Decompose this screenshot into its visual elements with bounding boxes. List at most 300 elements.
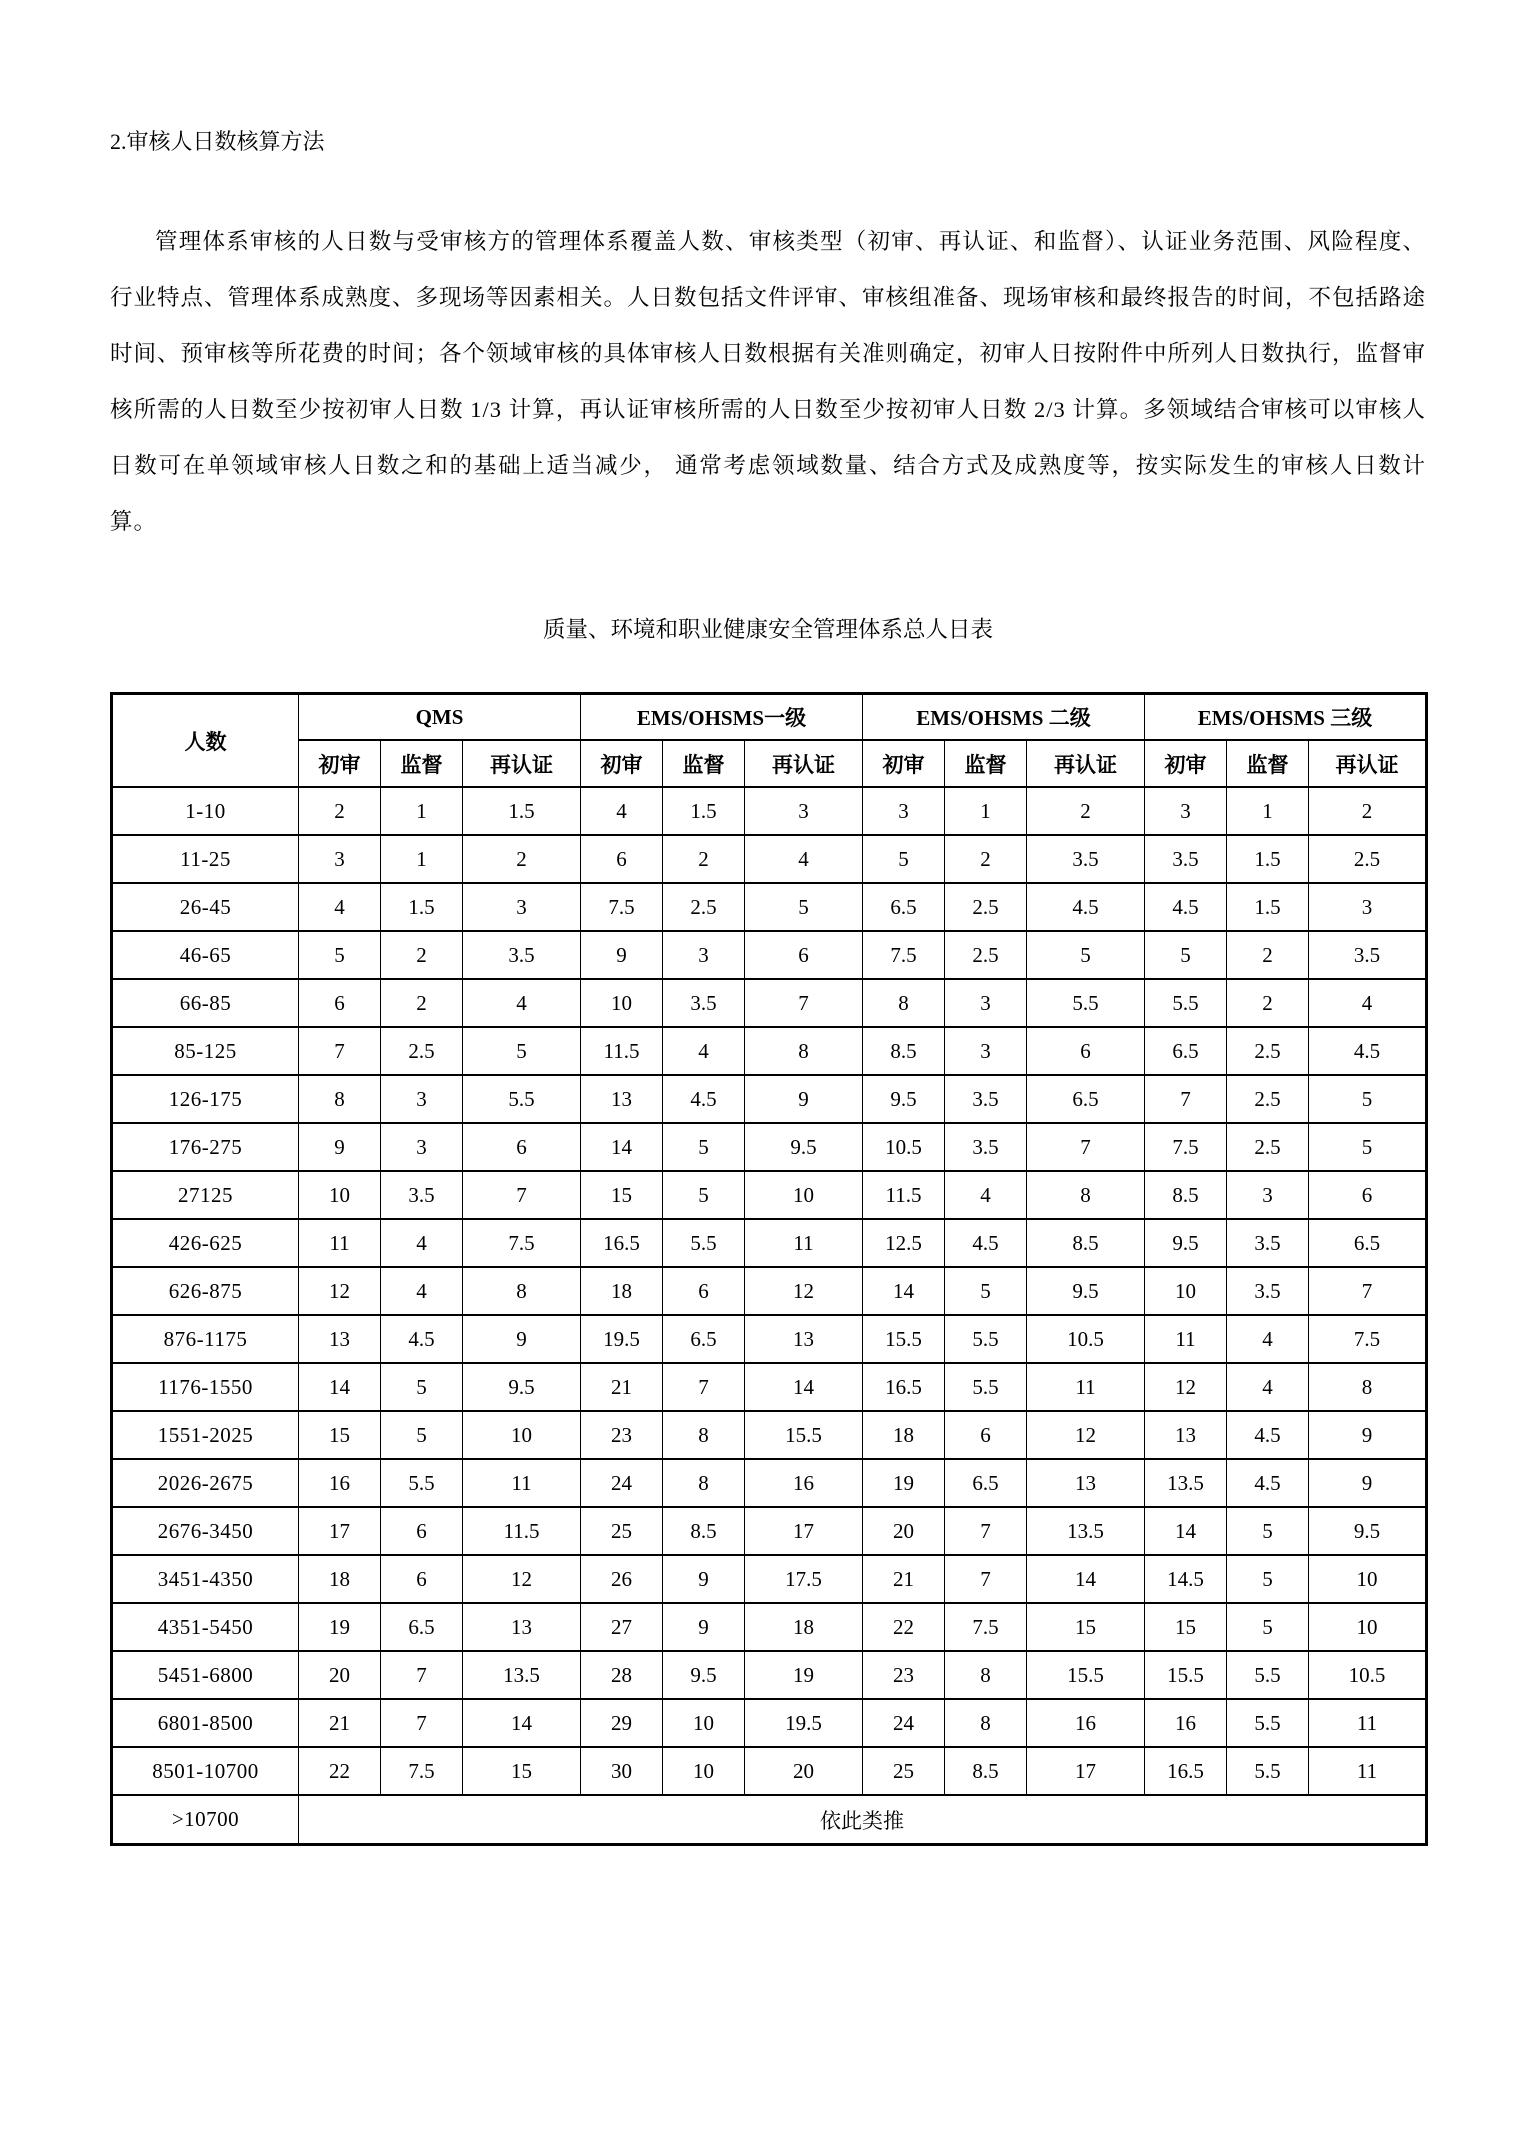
- manday-value-cell: 12: [463, 1555, 581, 1603]
- people-range-cell: 46-65: [112, 931, 299, 979]
- manday-value-cell: 3.5: [381, 1171, 463, 1219]
- people-range-cell: 1176-1550: [112, 1363, 299, 1411]
- manday-value-cell: 25: [863, 1747, 945, 1795]
- manday-value-cell: 5: [381, 1411, 463, 1459]
- manday-value-cell: 6.5: [1027, 1075, 1145, 1123]
- manday-value-cell: 9: [463, 1315, 581, 1363]
- manday-value-cell: 30: [581, 1747, 663, 1795]
- manday-value-cell: 8: [663, 1459, 745, 1507]
- manday-value-cell: 4: [581, 787, 663, 835]
- manday-value-cell: 9: [581, 931, 663, 979]
- manday-value-cell: 7.5: [945, 1603, 1027, 1651]
- manday-value-cell: 3.5: [1227, 1267, 1309, 1315]
- table-row: [112, 1363, 1427, 1411]
- manday-value-cell: 2.5: [381, 1027, 463, 1075]
- manday-value-cell: 19: [299, 1603, 381, 1651]
- manday-value-cell: 9.5: [745, 1123, 863, 1171]
- manday-value-cell: 11: [1145, 1315, 1227, 1363]
- manday-value-cell: 13: [581, 1075, 663, 1123]
- section-title: 2.审核人日数核算方法: [110, 129, 325, 154]
- manday-value-cell: 18: [745, 1603, 863, 1651]
- people-range-cell: 66-85: [112, 979, 299, 1027]
- manday-value-cell: 2.5: [1227, 1123, 1309, 1171]
- table-row: [112, 1027, 1427, 1075]
- people-range-cell: 5451-6800: [112, 1651, 299, 1699]
- manday-value-cell: 5: [1227, 1555, 1309, 1603]
- manday-value-cell: 15.5: [1145, 1651, 1227, 1699]
- manday-value-cell: 5: [463, 1027, 581, 1075]
- manday-value-cell: 14: [1145, 1507, 1227, 1555]
- manday-value-cell: 5.5: [381, 1459, 463, 1507]
- manday-value-cell: 10.5: [1309, 1651, 1427, 1699]
- manday-value-cell: 6: [581, 835, 663, 883]
- manday-value-cell: 18: [299, 1555, 381, 1603]
- manday-value-cell: 13: [463, 1603, 581, 1651]
- manday-value-cell: 17: [1027, 1747, 1145, 1795]
- manday-value-cell: 19.5: [745, 1699, 863, 1747]
- manday-value-cell: 7: [463, 1171, 581, 1219]
- manday-value-cell: 9: [663, 1555, 745, 1603]
- manday-value-cell: 11: [745, 1219, 863, 1267]
- manday-value-cell: 14: [1027, 1555, 1145, 1603]
- manday-value-cell: 15.5: [745, 1411, 863, 1459]
- people-range-cell: 1-10: [112, 787, 299, 835]
- manday-value-cell: 2.5: [945, 931, 1027, 979]
- people-count-header: 人数: [112, 694, 299, 788]
- manday-value-cell: 3: [381, 1075, 463, 1123]
- manday-value-cell: 3: [1227, 1171, 1309, 1219]
- manday-value-cell: 9.5: [1145, 1219, 1227, 1267]
- manday-value-cell: 4.5: [1309, 1027, 1427, 1075]
- manday-value-cell: 9: [1309, 1411, 1427, 1459]
- manday-value-cell: 3: [299, 835, 381, 883]
- manday-value-cell: 11: [1027, 1363, 1145, 1411]
- manday-value-cell: 22: [863, 1603, 945, 1651]
- manday-value-cell: 13.5: [1027, 1507, 1145, 1555]
- manday-value-cell: 28: [581, 1651, 663, 1699]
- manday-value-cell: 6: [463, 1123, 581, 1171]
- manday-value-cell: 10: [299, 1171, 381, 1219]
- manday-value-cell: 7.5: [1145, 1123, 1227, 1171]
- manday-value-cell: 4: [463, 979, 581, 1027]
- manday-value-cell: 3: [745, 787, 863, 835]
- manday-value-cell: 13: [1145, 1411, 1227, 1459]
- body-paragraph: 管理体系审核的人日数与受审核方的管理体系覆盖人数、审核类型（初审、再认证、和监督）、认证业务范围、风险程度、行业特点、管理体系成熟度、多现场等因素相关。人日数包括文件评审、审核组准备、现场审核和最终报告的时间，不包括路途时间、预审核等所花费的时间；各个领域审核的具体审核人日数根据有关准则确定，初审人日按附件中所列人日数执行，监督审核所需的人日数至少按初审人日数 1/3 计算，再认证审核所需的人日数至少按初审人日数 2/3 计算。多领域结合审核可以审核人日数可在单领域审核人日数之和的基础上适当减少， 通常考虑领域数量、结合方式及成熟度等，按实际发生的审核人日数计算。: [110, 229, 1427, 534]
- manday-value-cell: 3: [1309, 883, 1427, 931]
- manday-value-cell: 9: [663, 1603, 745, 1651]
- manday-value-cell: 3.5: [1027, 835, 1145, 883]
- manday-value-cell: 9: [299, 1123, 381, 1171]
- manday-value-cell: 14: [863, 1267, 945, 1315]
- manday-value-cell: 7: [1027, 1123, 1145, 1171]
- manday-value-cell: 3: [463, 883, 581, 931]
- manday-value-cell: 1.5: [1227, 835, 1309, 883]
- manday-value-cell: 17: [299, 1507, 381, 1555]
- manday-value-cell: 3: [945, 1027, 1027, 1075]
- manday-value-cell: 6: [745, 931, 863, 979]
- manday-value-cell: 7.5: [581, 883, 663, 931]
- manday-value-cell: 11: [299, 1219, 381, 1267]
- manday-value-cell: 4.5: [381, 1315, 463, 1363]
- manday-value-cell: 11.5: [863, 1171, 945, 1219]
- manday-value-cell: 7: [299, 1027, 381, 1075]
- table-row: [112, 1747, 1427, 1795]
- manday-value-cell: 2.5: [1227, 1075, 1309, 1123]
- manday-value-cell: 23: [581, 1411, 663, 1459]
- manday-value-cell: 12: [1145, 1363, 1227, 1411]
- manday-value-cell: 22: [299, 1747, 381, 1795]
- manday-value-cell: 5.5: [1227, 1747, 1309, 1795]
- manday-value-cell: 10: [663, 1699, 745, 1747]
- manday-value-cell: 18: [863, 1411, 945, 1459]
- manday-value-cell: 8: [463, 1267, 581, 1315]
- manday-value-cell: 20: [745, 1747, 863, 1795]
- manday-value-cell: 13.5: [1145, 1459, 1227, 1507]
- people-range-cell: 2026-2675: [112, 1459, 299, 1507]
- manday-value-cell: 7: [1309, 1267, 1427, 1315]
- manday-value-cell: 9: [745, 1075, 863, 1123]
- table-row: [112, 1123, 1427, 1171]
- people-range-cell: 126-175: [112, 1075, 299, 1123]
- manday-value-cell: 9.5: [1027, 1267, 1145, 1315]
- manday-value-cell: 4: [945, 1171, 1027, 1219]
- manday-value-cell: 9: [1309, 1459, 1427, 1507]
- manday-value-cell: 19: [745, 1651, 863, 1699]
- subheader-cell: 初审: [1145, 740, 1227, 787]
- manday-value-cell: 6: [381, 1555, 463, 1603]
- manday-value-cell: 17: [745, 1507, 863, 1555]
- manday-value-cell: 3: [381, 1123, 463, 1171]
- manday-value-cell: 26: [581, 1555, 663, 1603]
- manday-value-cell: 6.5: [663, 1315, 745, 1363]
- manday-value-cell: 16: [745, 1459, 863, 1507]
- manday-value-cell: 29: [581, 1699, 663, 1747]
- manday-value-cell: 2: [1309, 787, 1427, 835]
- manday-value-cell: 8.5: [663, 1507, 745, 1555]
- subheader-cell: 再认证: [1309, 740, 1427, 787]
- manday-value-cell: 19.5: [581, 1315, 663, 1363]
- manday-value-cell: 4.5: [945, 1219, 1027, 1267]
- manday-value-cell: 6: [299, 979, 381, 1027]
- manday-value-cell: 5: [745, 883, 863, 931]
- manday-value-cell: 8: [1309, 1363, 1427, 1411]
- manday-value-cell: 3.5: [463, 931, 581, 979]
- manday-value-cell: 5: [1145, 931, 1227, 979]
- manday-value-cell: 9.5: [1309, 1507, 1427, 1555]
- manday-value-cell: 11.5: [581, 1027, 663, 1075]
- manday-value-cell: 5.5: [1027, 979, 1145, 1027]
- manday-value-cell: 15: [1145, 1603, 1227, 1651]
- table-row: [112, 1555, 1427, 1603]
- manday-value-cell: 5: [663, 1171, 745, 1219]
- people-range-cell: 3451-4350: [112, 1555, 299, 1603]
- manday-value-cell: 3.5: [1309, 931, 1427, 979]
- manday-value-cell: 5: [1309, 1075, 1427, 1123]
- manday-value-cell: 1: [381, 835, 463, 883]
- manday-value-cell: 2.5: [945, 883, 1027, 931]
- manday-value-cell: 6: [1027, 1027, 1145, 1075]
- manday-value-cell: 13: [299, 1315, 381, 1363]
- manday-value-cell: 5: [663, 1123, 745, 1171]
- manday-value-cell: 10: [745, 1171, 863, 1219]
- manday-value-cell: 18: [581, 1267, 663, 1315]
- manday-value-cell: 6: [381, 1507, 463, 1555]
- manday-value-cell: 15.5: [863, 1315, 945, 1363]
- manday-value-cell: 24: [581, 1459, 663, 1507]
- manday-value-cell: 1.5: [1227, 883, 1309, 931]
- manday-value-cell: 2: [299, 787, 381, 835]
- manday-value-cell: 4: [299, 883, 381, 931]
- manday-value-cell: 1.5: [463, 787, 581, 835]
- manday-value-cell: 8: [745, 1027, 863, 1075]
- manday-value-cell: 21: [863, 1555, 945, 1603]
- people-range-cell: 8501-10700: [112, 1747, 299, 1795]
- manday-value-cell: 15: [463, 1747, 581, 1795]
- manday-value-cell: 6.5: [863, 883, 945, 931]
- mandays-table: [110, 692, 1428, 1846]
- table-footer-row: [112, 1795, 1427, 1845]
- table-row: [112, 1699, 1427, 1747]
- group-header-qms: QMS: [299, 694, 581, 741]
- subheader-cell: 再认证: [745, 740, 863, 787]
- manday-value-cell: 21: [581, 1363, 663, 1411]
- manday-value-cell: 3.5: [1227, 1219, 1309, 1267]
- subheader-cell: 再认证: [1027, 740, 1145, 787]
- manday-value-cell: 3: [663, 931, 745, 979]
- subheader-cell: 监督: [1227, 740, 1309, 787]
- people-range-cell: 2676-3450: [112, 1507, 299, 1555]
- manday-value-cell: 8: [863, 979, 945, 1027]
- manday-value-cell: 5.5: [1145, 979, 1227, 1027]
- manday-value-cell: 4: [381, 1267, 463, 1315]
- manday-value-cell: 9.5: [863, 1075, 945, 1123]
- people-range-cell: 27125: [112, 1171, 299, 1219]
- manday-value-cell: 19: [863, 1459, 945, 1507]
- manday-value-cell: 7: [663, 1363, 745, 1411]
- manday-value-cell: 3.5: [945, 1075, 1027, 1123]
- manday-value-cell: 8.5: [1027, 1219, 1145, 1267]
- manday-value-cell: 16: [1027, 1699, 1145, 1747]
- manday-value-cell: 4: [381, 1219, 463, 1267]
- manday-value-cell: 11: [1309, 1747, 1427, 1795]
- group-header-ems-ohsms-1: EMS/OHSMS一级: [581, 694, 863, 741]
- manday-value-cell: 13: [1027, 1459, 1145, 1507]
- people-range-cell: 176-275: [112, 1123, 299, 1171]
- manday-value-cell: 6.5: [381, 1603, 463, 1651]
- manday-value-cell: 9.5: [663, 1651, 745, 1699]
- manday-value-cell: 1: [945, 787, 1027, 835]
- subheader-cell: 监督: [663, 740, 745, 787]
- group-header-ems-ohsms-2: EMS/OHSMS 二级: [863, 694, 1145, 741]
- manday-value-cell: 21: [299, 1699, 381, 1747]
- manday-value-cell: 2: [1027, 787, 1145, 835]
- manday-value-cell: 4.5: [1227, 1411, 1309, 1459]
- manday-value-cell: 8: [945, 1651, 1027, 1699]
- manday-value-cell: 3: [1145, 787, 1227, 835]
- manday-value-cell: 5: [1227, 1507, 1309, 1555]
- manday-value-cell: 7.5: [381, 1747, 463, 1795]
- subheader-cell: 监督: [945, 740, 1027, 787]
- manday-value-cell: 7.5: [863, 931, 945, 979]
- manday-value-cell: 10: [1309, 1555, 1427, 1603]
- manday-value-cell: 1: [381, 787, 463, 835]
- manday-value-cell: 9.5: [463, 1363, 581, 1411]
- manday-value-cell: 11: [463, 1459, 581, 1507]
- manday-value-cell: 4: [1309, 979, 1427, 1027]
- manday-value-cell: 3.5: [663, 979, 745, 1027]
- manday-value-cell: 7: [1145, 1075, 1227, 1123]
- people-range-cell: 11-25: [112, 835, 299, 883]
- manday-value-cell: 5: [1027, 931, 1145, 979]
- manday-value-cell: 20: [299, 1651, 381, 1699]
- manday-value-cell: 8: [945, 1699, 1027, 1747]
- manday-value-cell: 4.5: [1227, 1459, 1309, 1507]
- manday-value-cell: 5.5: [945, 1315, 1027, 1363]
- manday-value-cell: 5: [299, 931, 381, 979]
- manday-value-cell: 8.5: [945, 1747, 1027, 1795]
- table-row: [112, 883, 1427, 931]
- manday-value-cell: 5: [1227, 1603, 1309, 1651]
- manday-value-cell: 13.5: [463, 1651, 581, 1699]
- manday-value-cell: 7.5: [1309, 1315, 1427, 1363]
- subheader-cell: 初审: [863, 740, 945, 787]
- manday-value-cell: 24: [863, 1699, 945, 1747]
- manday-value-cell: 3.5: [1145, 835, 1227, 883]
- manday-value-cell: 7: [381, 1651, 463, 1699]
- people-range-cell: 6801-8500: [112, 1699, 299, 1747]
- people-range-cell: 26-45: [112, 883, 299, 931]
- manday-value-cell: 4: [1227, 1315, 1309, 1363]
- manday-value-cell: 8: [1027, 1171, 1145, 1219]
- manday-value-cell: 14.5: [1145, 1555, 1227, 1603]
- manday-value-cell: 27: [581, 1603, 663, 1651]
- table-row: [112, 1219, 1427, 1267]
- manday-value-cell: 11.5: [463, 1507, 581, 1555]
- manday-value-cell: 16: [1145, 1699, 1227, 1747]
- manday-value-cell: 7: [945, 1555, 1027, 1603]
- manday-value-cell: 7: [381, 1699, 463, 1747]
- manday-value-cell: 13: [745, 1315, 863, 1363]
- manday-value-cell: 16.5: [863, 1363, 945, 1411]
- people-range-cell: 426-625: [112, 1219, 299, 1267]
- manday-value-cell: 5: [863, 835, 945, 883]
- manday-value-cell: 6: [1309, 1171, 1427, 1219]
- footer-note-cell: 依此类推: [299, 1795, 1427, 1845]
- manday-value-cell: 15.5: [1027, 1651, 1145, 1699]
- table-row: [112, 787, 1427, 835]
- manday-value-cell: 23: [863, 1651, 945, 1699]
- people-range-cell: 1551-2025: [112, 1411, 299, 1459]
- manday-value-cell: 8.5: [863, 1027, 945, 1075]
- manday-value-cell: 5: [945, 1267, 1027, 1315]
- table-row: [112, 1075, 1427, 1123]
- table-row: [112, 931, 1427, 979]
- manday-value-cell: 14: [745, 1363, 863, 1411]
- manday-value-cell: 10: [1309, 1603, 1427, 1651]
- subheader-cell: 初审: [299, 740, 381, 787]
- subheader-cell: 初审: [581, 740, 663, 787]
- manday-value-cell: 2: [1227, 931, 1309, 979]
- table-row: [112, 979, 1427, 1027]
- manday-value-cell: 5.5: [463, 1075, 581, 1123]
- manday-value-cell: 4.5: [1027, 883, 1145, 931]
- manday-value-cell: 10: [1145, 1267, 1227, 1315]
- manday-value-cell: 6: [945, 1411, 1027, 1459]
- manday-value-cell: 2.5: [663, 883, 745, 931]
- manday-value-cell: 6.5: [1145, 1027, 1227, 1075]
- manday-value-cell: 4.5: [663, 1075, 745, 1123]
- table-row: [112, 1171, 1427, 1219]
- manday-value-cell: 10: [663, 1747, 745, 1795]
- manday-value-cell: 5.5: [1227, 1651, 1309, 1699]
- manday-value-cell: 2: [945, 835, 1027, 883]
- manday-value-cell: 16.5: [581, 1219, 663, 1267]
- manday-value-cell: 7.5: [463, 1219, 581, 1267]
- manday-value-cell: 15: [299, 1411, 381, 1459]
- table-row: [112, 1267, 1427, 1315]
- people-range-cell: 85-125: [112, 1027, 299, 1075]
- manday-value-cell: 5.5: [1227, 1699, 1309, 1747]
- manday-value-cell: 2: [663, 835, 745, 883]
- manday-value-cell: 1: [1227, 787, 1309, 835]
- manday-value-cell: 15: [1027, 1603, 1145, 1651]
- manday-value-cell: 1.5: [663, 787, 745, 835]
- manday-value-cell: 16.5: [1145, 1747, 1227, 1795]
- table-row: [112, 1651, 1427, 1699]
- manday-value-cell: 12: [1027, 1411, 1145, 1459]
- manday-value-cell: 14: [463, 1699, 581, 1747]
- manday-value-cell: 2: [381, 931, 463, 979]
- manday-value-cell: 20: [863, 1507, 945, 1555]
- manday-value-cell: 10.5: [1027, 1315, 1145, 1363]
- manday-value-cell: 16: [299, 1459, 381, 1507]
- table-group-header-row: [112, 694, 1427, 741]
- table-row: [112, 1315, 1427, 1363]
- manday-value-cell: 5: [381, 1363, 463, 1411]
- footer-range-cell: >10700: [112, 1795, 299, 1845]
- people-range-cell: 876-1175: [112, 1315, 299, 1363]
- manday-value-cell: 2.5: [1227, 1027, 1309, 1075]
- table-row: [112, 835, 1427, 883]
- table-row: [112, 1459, 1427, 1507]
- manday-value-cell: 6.5: [945, 1459, 1027, 1507]
- manday-value-cell: 8: [663, 1411, 745, 1459]
- manday-value-cell: 3: [863, 787, 945, 835]
- table-row: [112, 1603, 1427, 1651]
- table-row: [112, 1507, 1427, 1555]
- manday-value-cell: 15: [581, 1171, 663, 1219]
- manday-value-cell: 2: [1227, 979, 1309, 1027]
- manday-value-cell: 12.5: [863, 1219, 945, 1267]
- manday-value-cell: 1.5: [381, 883, 463, 931]
- table-subheader-row: [112, 740, 1427, 787]
- table-title: 质量、环境和职业健康安全管理体系总人日表: [542, 617, 993, 642]
- manday-value-cell: 12: [299, 1267, 381, 1315]
- table-body: [112, 787, 1427, 1795]
- manday-value-cell: 2.5: [1309, 835, 1427, 883]
- manday-value-cell: 8: [299, 1075, 381, 1123]
- manday-value-cell: 6: [663, 1267, 745, 1315]
- manday-value-cell: 7: [945, 1507, 1027, 1555]
- manday-value-cell: 14: [299, 1363, 381, 1411]
- manday-value-cell: 7: [745, 979, 863, 1027]
- manday-value-cell: 17.5: [745, 1555, 863, 1603]
- subheader-cell: 监督: [381, 740, 463, 787]
- manday-value-cell: 2: [463, 835, 581, 883]
- manday-value-cell: 10: [581, 979, 663, 1027]
- manday-value-cell: 10.5: [863, 1123, 945, 1171]
- group-header-ems-ohsms-3: EMS/OHSMS 三级: [1145, 694, 1427, 741]
